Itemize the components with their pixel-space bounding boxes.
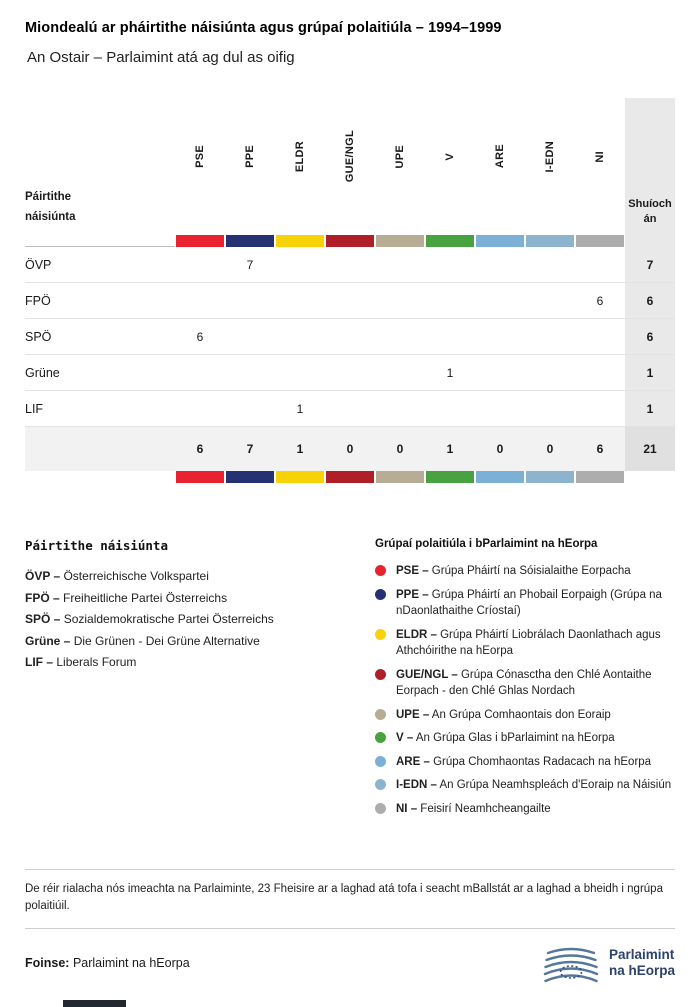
group-legend-item <box>375 707 675 724</box>
group-color-bar <box>425 471 475 483</box>
table-row <box>25 355 675 391</box>
first-col-header-line1: Páirtithe <box>25 191 72 203</box>
value-cell <box>225 283 275 318</box>
group-color-bar <box>175 471 225 483</box>
source-line <box>25 956 190 970</box>
legend-color-dot <box>375 756 386 767</box>
group-column-header <box>225 98 275 235</box>
group-legend-text: ELDR – Grúpa Pháirtí Liobrálach Daonlathach agus Athchóirithe na hEorpa <box>396 628 661 657</box>
legend-section <box>25 538 675 824</box>
total-value-cell: 0 <box>346 442 354 456</box>
group-column-header <box>475 98 525 235</box>
legend-color-dot <box>375 709 386 720</box>
value-cell <box>225 355 275 390</box>
value-cell <box>575 391 625 426</box>
party-legend-item: SPÖ – Sozialdemokratische Partei Österreichs <box>25 612 274 626</box>
footer-bottom-row <box>25 943 675 983</box>
group-legend-item <box>375 563 675 580</box>
value-cell: 6 <box>196 329 204 344</box>
page-subtitle: An Ostair – Parlaimint atá ag dul as oifig <box>27 49 295 66</box>
group-column-label: UPE <box>394 144 406 169</box>
table-body <box>25 247 675 427</box>
legend-color-dot <box>375 803 386 814</box>
parliament-hemicycle-icon <box>542 943 600 983</box>
total-value-cell: 0 <box>396 442 404 456</box>
total-value-cell: 1 <box>446 442 454 456</box>
value-cell <box>275 247 325 282</box>
value-cell <box>275 319 325 354</box>
table-row <box>25 283 675 319</box>
legend-color-dot <box>375 669 386 680</box>
value-cell <box>375 391 425 426</box>
logo-text-line2: na hEorpa <box>608 963 675 978</box>
top-color-bars-row <box>25 235 675 247</box>
value-cell: 1 <box>446 365 454 380</box>
value-cell <box>375 355 425 390</box>
group-legend-item <box>375 801 675 818</box>
seats-column-header <box>625 98 675 235</box>
group-column-label: NI <box>594 150 606 163</box>
value-cell <box>175 355 225 390</box>
total-seats-cell: 21 <box>625 427 675 471</box>
group-column-header <box>425 98 475 235</box>
value-cell <box>375 319 425 354</box>
value-cell <box>425 283 475 318</box>
value-cell <box>475 319 525 354</box>
party-name: FPÖ <box>25 293 51 308</box>
value-cell <box>575 247 625 282</box>
group-column-label: GUE/NGL <box>344 130 356 183</box>
source-text: Parlaimint na hEorpa <box>72 956 190 970</box>
group-color-bar <box>575 235 625 247</box>
procedural-note: De réir rialacha nós imeachta na Parlaiminte, 23 Fheisire ar a laghad atá tofa i seacht mBallstát ar a laghad a bheidh i ngrúpa polaitiúil. <box>25 883 663 912</box>
value-cell <box>175 391 225 426</box>
bottom-color-bars-row <box>25 471 675 483</box>
seats-cell: 6 <box>625 319 675 354</box>
legend-color-dot <box>375 779 386 790</box>
party-legend-item: Grüne – Die Grünen - Dei Grüne Alternative <box>25 633 260 648</box>
value-cell <box>475 247 525 282</box>
party-name: Grüne <box>25 365 60 380</box>
totals-row <box>25 427 675 471</box>
total-value-cell: 0 <box>496 442 504 456</box>
total-value-cell: 6 <box>596 442 604 456</box>
value-cell: 7 <box>246 257 254 272</box>
party-legend-item: LIF – Liberals Forum <box>25 655 137 669</box>
total-value-cell: 0 <box>546 442 554 456</box>
value-cell <box>375 283 425 318</box>
group-legend-text: PSE – Grúpa Pháirtí na Sóisialaithe Eorpacha <box>396 565 631 577</box>
group-color-bar <box>575 471 625 483</box>
political-groups-items <box>375 563 675 817</box>
group-color-bar <box>325 471 375 483</box>
logo-text-line1: Parlaimint <box>608 947 675 962</box>
value-cell <box>225 319 275 354</box>
group-column-label: V <box>444 152 456 161</box>
value-cell <box>575 319 625 354</box>
european-parliament-logo <box>542 943 675 983</box>
group-legend-text: UPE – An Grúpa Comhaontais don Eoraip <box>396 708 611 721</box>
group-legend-text: PPE – Grúpa Pháirtí an Phobail Eorpaigh (Grúpa na nDaonlathaithe Críostaí) <box>396 588 662 617</box>
group-color-bar <box>225 471 275 483</box>
seats-bar-spacer <box>625 235 675 247</box>
legend-color-dot <box>375 589 386 600</box>
value-cell <box>175 283 225 318</box>
political-groups-heading: Grúpaí polaitiúla i bParlaimint na hEorpa <box>375 538 598 550</box>
group-color-bar <box>375 471 425 483</box>
group-color-bar <box>525 235 575 247</box>
group-legend-item <box>375 777 675 794</box>
group-color-bar <box>275 235 325 247</box>
value-cell <box>225 391 275 426</box>
group-column-label: PSE <box>194 145 206 168</box>
table-row <box>25 391 675 427</box>
value-cell <box>475 355 525 390</box>
group-color-bar <box>275 471 325 483</box>
seats-cell: 1 <box>625 355 675 390</box>
table-row <box>25 319 675 355</box>
source-label: Foinse: <box>25 956 70 970</box>
page-title: Miondealú ar pháirtithe náisiúnta agus grúpaí polaitiúla – 1994–1999 <box>25 20 502 36</box>
party-legend-item: ÖVP – Österreichische Volkspartei <box>25 569 209 583</box>
bottom-edge-fragment <box>63 1000 126 1007</box>
value-cell <box>425 319 475 354</box>
legend-color-dot <box>375 629 386 640</box>
group-color-bar <box>475 471 525 483</box>
group-column-header <box>325 98 375 235</box>
group-legend-item <box>375 754 675 771</box>
value-cell: 1 <box>296 401 304 416</box>
group-color-bar <box>175 235 225 247</box>
first-col-header-line2: náisiúnta <box>25 211 76 223</box>
seats-cell: 6 <box>625 283 675 318</box>
group-legend-text: I-EDN – An Grúpa Neamhspleách d'Eoraip na Náisiún <box>396 779 672 791</box>
group-column-header <box>375 98 425 235</box>
national-parties-items <box>25 566 375 674</box>
value-cell <box>525 283 575 318</box>
party-name: LIF <box>25 401 44 416</box>
table-header-row <box>25 98 675 235</box>
value-cell <box>525 355 575 390</box>
national-parties-heading: Páirtithe náisiúnta <box>25 538 168 553</box>
footer <box>25 869 675 983</box>
group-column-label: ELDR <box>294 140 306 173</box>
group-column-header <box>575 98 625 235</box>
bottom-bar-spacer-right <box>625 471 675 483</box>
value-cell <box>275 355 325 390</box>
first-column-header-label <box>25 187 75 235</box>
seats-header-line1: Shuíoch <box>628 198 672 210</box>
legend-color-dot <box>375 565 386 576</box>
value-cell <box>325 247 375 282</box>
group-legend-item <box>375 667 675 700</box>
value-cell <box>325 319 375 354</box>
total-value-cell: 6 <box>196 442 204 456</box>
group-legend-item <box>375 627 675 660</box>
party-name: SPÖ <box>25 329 52 344</box>
value-cell <box>525 247 575 282</box>
group-column-label: PPE <box>244 145 256 168</box>
party-legend-item: FPÖ – Freiheitliche Partei Österreichs <box>25 590 228 605</box>
table-row <box>25 247 675 283</box>
group-legend-item <box>375 587 675 620</box>
value-cell <box>525 319 575 354</box>
group-column-header <box>275 98 325 235</box>
value-cell <box>325 283 375 318</box>
value-cell <box>525 391 575 426</box>
bottom-bar-spacer-left <box>25 471 175 483</box>
group-color-bar <box>375 235 425 247</box>
total-value-cell: 1 <box>296 442 304 456</box>
value-cell <box>425 391 475 426</box>
value-cell: 6 <box>596 293 604 308</box>
total-value-cell: 7 <box>246 442 254 456</box>
value-cell <box>325 391 375 426</box>
logo-text <box>609 947 675 979</box>
header-underline <box>25 235 175 247</box>
value-cell <box>275 283 325 318</box>
group-color-bar <box>475 235 525 247</box>
group-legend-text: NI – Feisirí Neamhcheangailte <box>396 802 551 815</box>
first-column-header <box>25 98 175 235</box>
group-header-cells <box>175 98 625 235</box>
value-cell <box>375 247 425 282</box>
group-color-bar <box>525 471 575 483</box>
group-legend-text: ARE – Grúpa Chomhaontas Radacach na hEorpa <box>396 755 652 768</box>
group-color-bar <box>325 235 375 247</box>
group-legend-text: V – An Grúpa Glas i bParlaimint na hEorpa <box>396 732 615 744</box>
value-cell <box>325 355 375 390</box>
legend-color-dot <box>375 732 386 743</box>
group-legend-item <box>375 730 675 747</box>
national-parties-legend <box>25 538 375 824</box>
results-table <box>25 98 675 483</box>
bottom-color-bars <box>175 471 625 483</box>
footer-divider-bottom <box>25 928 675 929</box>
seats-cell: 7 <box>625 247 675 282</box>
value-cell <box>575 355 625 390</box>
group-color-bar <box>225 235 275 247</box>
seats-cell: 1 <box>625 391 675 426</box>
value-cell <box>175 247 225 282</box>
value-cell <box>475 283 525 318</box>
value-cell <box>475 391 525 426</box>
seats-header-line2: án <box>643 213 657 225</box>
value-cell <box>425 247 475 282</box>
group-column-label: ARE <box>494 144 506 169</box>
party-name: ÖVP <box>25 257 52 272</box>
group-column-header <box>525 98 575 235</box>
group-column-header <box>175 98 225 235</box>
top-color-bars <box>175 235 625 247</box>
group-legend-text: GUE/NGL – Grúpa Cónasctha den Chlé Aontaithe Eorpach - den Chlé Ghlas Nordach <box>396 668 652 697</box>
group-column-label: I-EDN <box>544 140 556 173</box>
totals-spacer <box>25 427 175 471</box>
political-groups-legend <box>375 538 675 824</box>
group-color-bar <box>425 235 475 247</box>
